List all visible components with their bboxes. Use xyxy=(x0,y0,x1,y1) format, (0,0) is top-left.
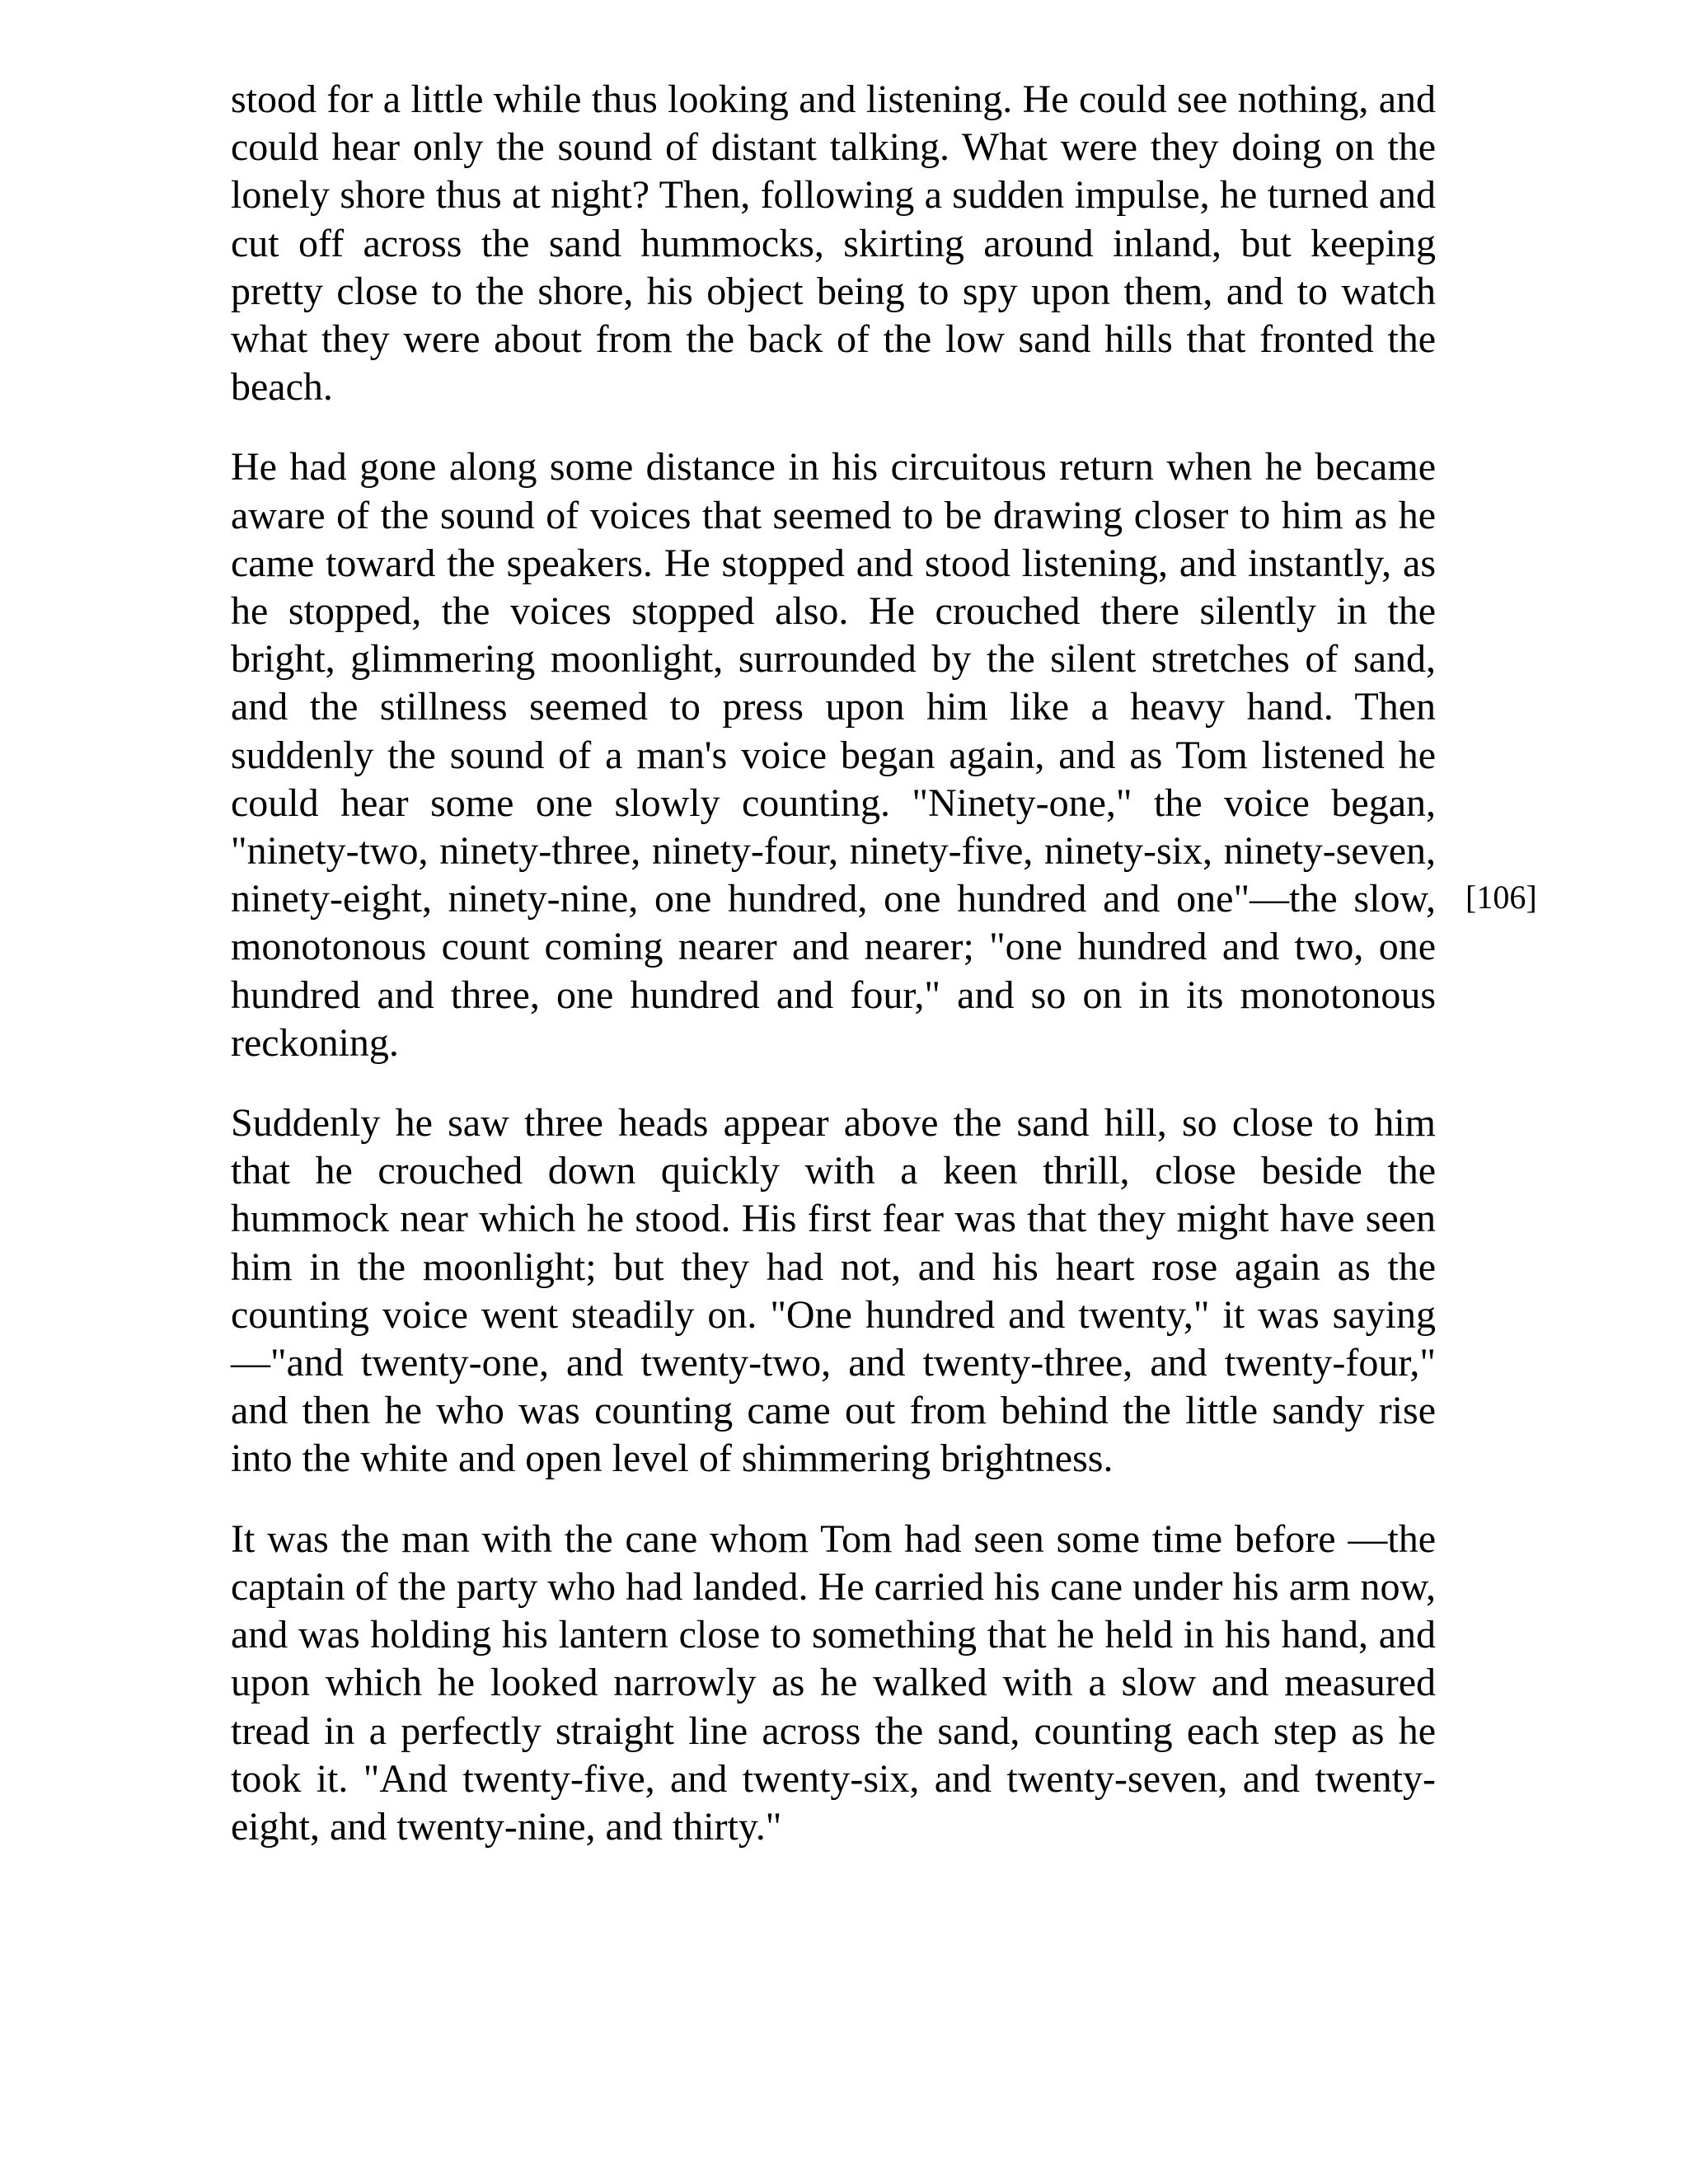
paragraph-3: Suddenly he saw three heads appear above the sand hill, so close to him that he crouched down quickly with a keen thrill, close beside the hummock near which he stood. His first fear was that they might have seen him in the moonlight; but they had not, and his heart rose again as the counting voice went steadily on. "One hundred and twenty," it was saying—"and twenty-one, and twenty-two, and twenty-three, and twenty-four," and then he who was counting came out from behind the little sandy rise into the white and open level of shimmering brightness. xyxy=(231,1101,1436,1481)
page-number-marker: [106] xyxy=(1465,879,1537,916)
paragraph-4: It was the man with the cane whom Tom had seen some time before —the captain of the party who had landed. He carried his cane under his arm now, and was holding his lantern close to something that he held in his hand, and upon which he looked narrowly as he walked with a slow and measured tread in a perfectly straight line across the sand, counting each step as he took it. "And twenty-five, and twenty-six, and twenty-seven, and twenty-eight, and twenty-nine, and thirty." xyxy=(231,1516,1436,1849)
paragraph-2: He had gone along some distance in his circuitous return when he became aware of the sound of voices that seemed to be drawing closer to him as he came toward the speakers. He stopped and stood listening, and instantly, as he stopped, the voices stopped also. He crouched there silently in the bright, glimmering moonlight, surrounded by the silent stretches of sand, and the stillness seemed to press upon him like a heavy hand. Then suddenly the sound of a man's voice began again, and as Tom listened he could hear some one slowly counting. "Ninety-one," the voice began, "ninety-two, ninety-three, ninety-four, ninety-five, ninety-six, ninety-seven, ninety-eight, ninety-nine, one hundred, one hundred and one"—the slow, monotonous count coming nearer and nearer; "one hundred and two, one hundred and three, one hundred and four," and so on in its monotonous reckoning. xyxy=(231,445,1436,1065)
paragraph-1: stood for a little while thus looking and listening. He could see nothing, and could hear only the sound of distant talking. What were they doing on the lonely shore thus at night? Then, following a sudden impulse, he turned and cut off across the sand hummocks, skirting around inland, but keeping pretty close to the shore, his object being to spy upon them, and to watch what they were about from the back of the low sand hills that fronted the beach. xyxy=(231,77,1436,410)
text-column xyxy=(231,76,1436,1851)
